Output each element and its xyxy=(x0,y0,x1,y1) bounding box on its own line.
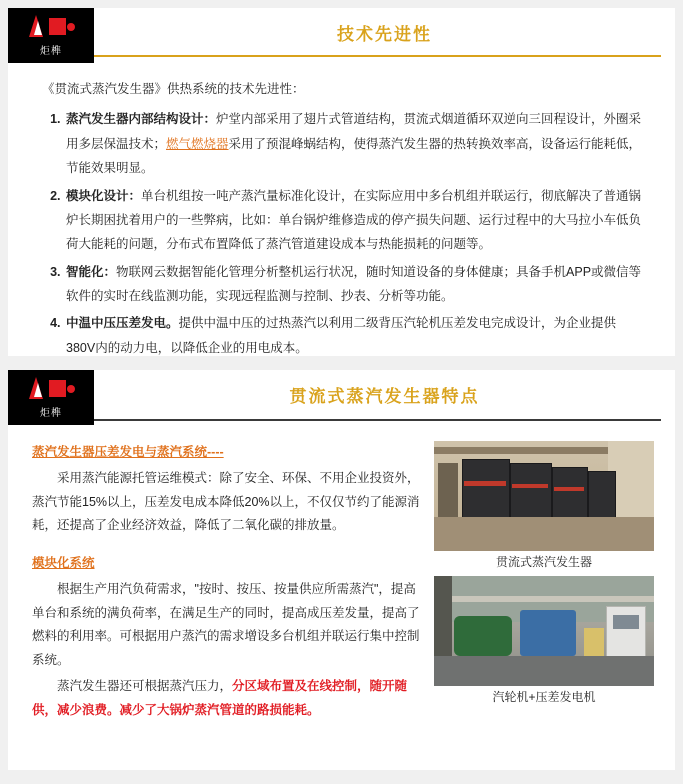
list-item xyxy=(64,260,645,309)
flame-logo-icon xyxy=(23,15,79,39)
section-technical-advantages xyxy=(8,8,675,356)
block1-heading: 蒸汽发生器压差发电与蒸汽系统---- xyxy=(32,445,224,459)
block2-paragraph-2 xyxy=(32,675,422,723)
section1-header xyxy=(8,8,675,63)
list-item xyxy=(64,107,645,180)
item1-text-after: 采用了预混峰蜗结构，使得蒸汽发生器的热转换效率高，设备运行能耗低，节能效果明显。 xyxy=(66,136,642,176)
section2-title: 贯流式蒸汽发生器特点 xyxy=(289,387,480,406)
section2-body xyxy=(8,425,675,724)
item1-label: 蒸汽发生器内部结构设计： xyxy=(66,112,217,127)
flame-logo-icon xyxy=(23,377,79,401)
item3-label: 智能化： xyxy=(66,264,117,279)
section2-figure-column xyxy=(434,441,654,724)
section2-text-column xyxy=(32,441,422,724)
item2-text: 单台机组按一吨产蒸汽量标准化设计，在实际应用中多台机组并联运行，彻底解决了普通锅炉长期困扰着用户的一些弊病，比如：单台锅炉维修造成的停产损失问题、运行过程中的大马拉小车低负荷大能耗的问题，分布式布置降低了蒸汽管道建设成本与热能损耗的问题等。 xyxy=(66,188,642,252)
block2-para2-prefix: 蒸汽发生器还可根据蒸汽压力， xyxy=(57,678,233,693)
section1-title: 技术先进性 xyxy=(337,25,432,44)
list-item xyxy=(64,184,645,257)
brand-name: 炬榫 xyxy=(40,407,62,419)
list-item xyxy=(64,311,645,360)
section2-title-wrap xyxy=(94,370,675,425)
block2-para2-highlight: 分区域布置及在线控制，随开随供，减少浪费。减少了大锅炉蒸汽管道的路损能耗。 xyxy=(32,678,408,717)
figure-caption-1: 贯流式蒸汽发生器 xyxy=(495,555,592,569)
section1-list xyxy=(42,107,645,360)
section2-header xyxy=(8,370,675,425)
item3-text: 物联网云数据智能化管理分析整机运行状况，随时知道设备的身体健康；具备手机APP或微信等软件的实时在线监测功能，实现远程监测与控制、抄表、分析等功能。 xyxy=(66,264,642,303)
brand-logo-2 xyxy=(8,370,94,425)
item1-text-before: 炉堂内部采用了翅片式管道结构，贯流式烟道循环双逆向三回程设计，外圈采用多层保温技术； xyxy=(66,112,642,151)
section1-title-wrap xyxy=(94,8,675,63)
brand-logo xyxy=(8,8,94,63)
section2-title-rule xyxy=(94,419,661,421)
section-generator-features xyxy=(8,370,675,770)
item2-label: 模块化设计： xyxy=(66,188,142,203)
figure-caption-2: 汽轮机+压差发电机 xyxy=(492,690,596,705)
figure-turbine xyxy=(434,576,654,705)
brand-name: 炬榫 xyxy=(40,45,62,57)
section1-body xyxy=(8,63,675,360)
boiler-room-photo xyxy=(434,441,654,551)
section1-title-rule xyxy=(94,55,661,57)
item4-text: 提供中温中压的过热蒸汽以利用二级背压汽轮机压差发电完成设计，为企业提供380V内的动力电，以降低企业的用电成本。 xyxy=(66,316,617,355)
block2-heading: 模块化系统 xyxy=(32,556,95,570)
burner-link[interactable]: 燃气燃烧器 xyxy=(166,136,229,151)
section1-intro: 《贯流式蒸汽发生器》供热系统的技术先进性： xyxy=(42,82,305,96)
turbine-photo xyxy=(434,576,654,686)
item4-label: 中温中压压差发电。 xyxy=(66,316,179,331)
figure-boiler-room xyxy=(434,441,654,570)
block2-paragraph-1: 根据生产用汽负荷需求，"按时、按压、按量供应所需蒸汽"，提高单台和系统的满负荷率，在满足生产的同时，提高成压差发量，提高了燃料的利用率。可根据用户蒸汽的需求增设多台机组并联运行集中控制系统。 xyxy=(32,581,420,667)
block1-paragraph: 采用蒸汽能源托管运维模式：除了安全、环保、不用企业投资外，蒸汽节能15%以上，压差发电成本降低20%以上，不仅仅节约了能源消耗，还提高了企业经济效益，降低了二氧化碳的排放量。 xyxy=(32,470,420,533)
